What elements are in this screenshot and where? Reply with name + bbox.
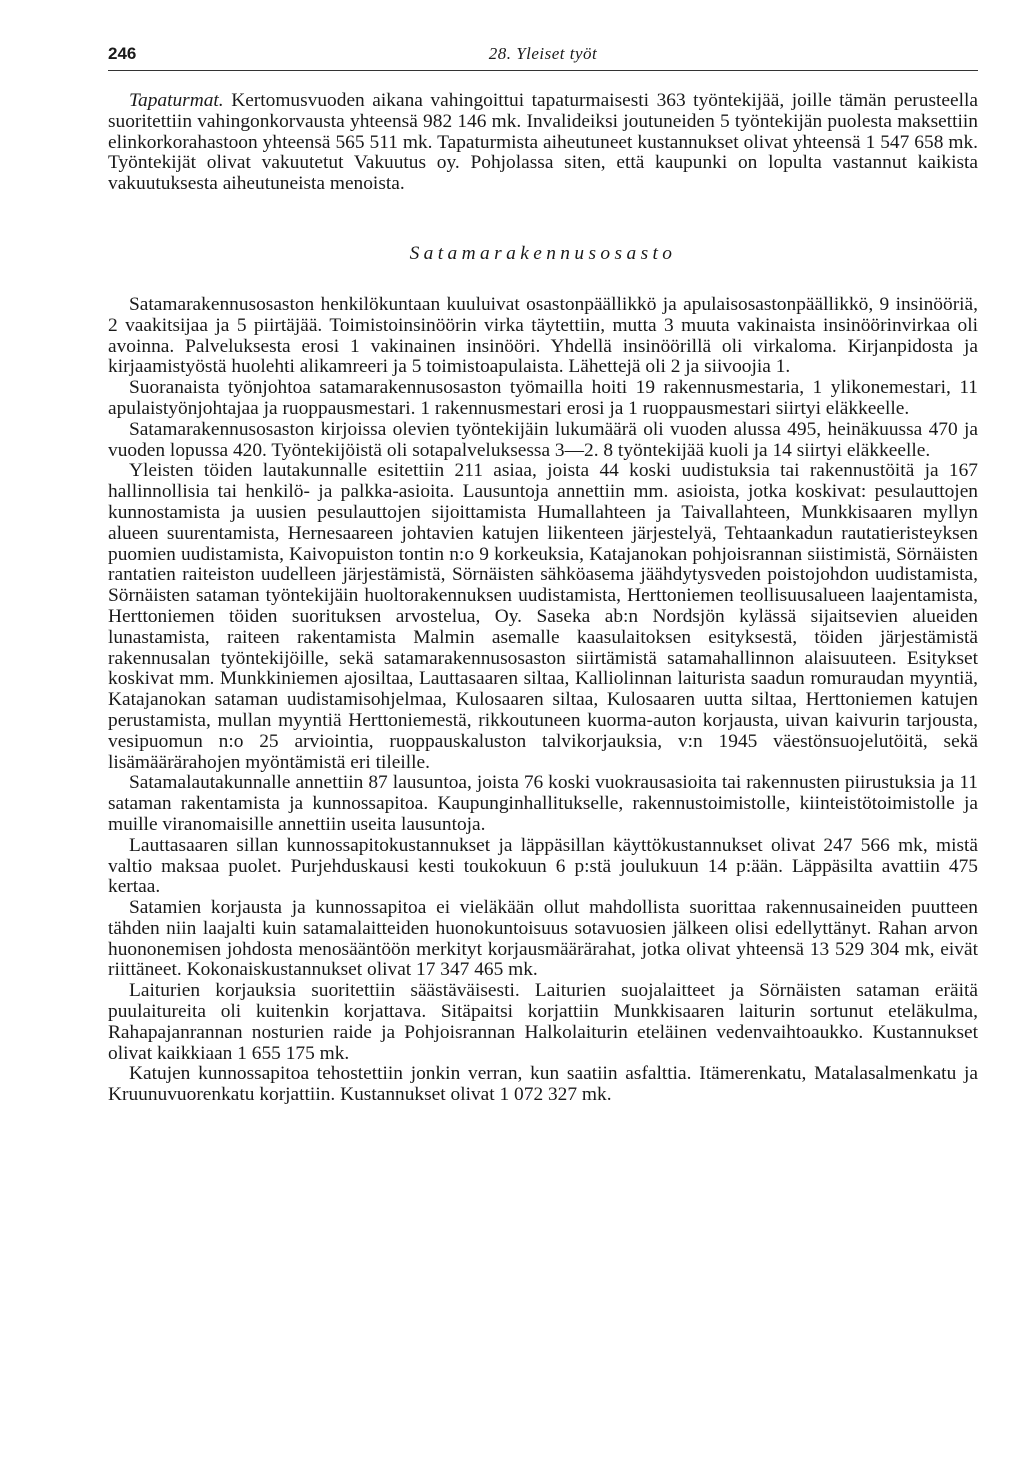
intro-lead: Tapaturmat. [129, 90, 224, 111]
body-text [108, 91, 978, 1106]
page-number: 246 [108, 44, 137, 63]
section-paragraph: Satamalautakunnalle annettiin 87 lausuntoa, joista 76 koski vuokrausasioita tai rakennusten piirustuksia ja 11 sataman rakentamista ja kunnossapitoa. Kaupunginhallitukselle, rakennustoimistolle, kiinteistötoimistolle ja muille viranomaisille annettiin useita lausuntoja. [108, 772, 978, 835]
section-paragraph: Satamien korjausta ja kunnossapitoa ei vieläkään ollut mahdollista suorittaa rakennusaineiden puutteen tähden niin laajalti kuin satamalaitteiden huonokuntoisuus sotavuosien jälkeen olisi edellyttänyt. Rahan arvon huononemisen johdosta menosääntöön merkityt korjausmäärärahat, jotka olivat yhteensä 13 529 304 mk, eivät riittäneet. Kokonaiskustannukset olivat 17 347 465 mk. [108, 897, 978, 981]
section-paragraph: Satamarakennusosaston kirjoissa olevien työntekijäin lukumäärä oli vuoden alussa 495, heinäkuussa 470 ja vuoden lopussa 420. Työntekijöistä oli sotapalveluksessa 3—2. 8 työntekijää kuoli ja 14 siirtyi eläkkeelle. [108, 418, 978, 461]
chapter-title: 28. Yleiset työt [488, 44, 598, 63]
section-paragraph: Yleisten töiden lautakunnalle esitettiin 211 asiaa, joista 44 koski uudistuksia tai rakennustöitä ja 167 hallinnollisia tai henkilö- ja palkka-asioita. Lausuntoja annettiin mm. asioista, jotka koskivat: pesulauttojen kunnostamista ja uusien pesulauttojen sijoittamista Humallahteen ja Taivallahteen, Munkkisaaren myllyn alueen suurentamista, Hernesaareen johtavien katujen liikenteen järjestelyä, Tehtaankadun rautatieristeyksen puomien uudistamista, Kaivopuiston tontin n:o 9 korkeuksia, Katajanokan pohjoisrannan siistimistä, Sörnäisten rantatien raiteiston uudelleen järjestämistä, Sörnäisten sähköasema jäähdytysveden poistojohdon uudistamista, Sörnäisten sataman työntekijäin huoltorakennuksen uudistamista, Herttoniemen teollisuusalueen laajentamista, Herttoniemen töiden suorituksen arvostelua, Oy. Saseka ab:n Nordsjön kylässä sijaitsevien alueiden lunastamista, raiteen rakentamista Malmin asemalle kaasulaitoksen esityksestä, töiden järjestämistä rakennusalan työntekijöille, sekä satamarakennusosaston siirtämistä satamahallinnon alaisuuteen. Esitykset koskivat mm. Munkkiniemen ajosiltaa, Lauttasaaren siltaa, Kalliolinnan laiturista saadun romuraudan myyntiä, Katajanokan sataman uudistamisohjelmaa, Kulosaaren siltaa, Kulosaaren uutta siltaa, Herttoniemen katujen perustamista, mullan myyntiä Herttoniemestä, rikkoutuneen kuorma-auton korjausta, uivan kaivurin tarjousta, vesipuomun n:o 25 arviointia, ruoppauskaluston talvikorjauksia, v:n 1945 väestönsuojelutöitä, sekä lisämäärärahojen myöntämistä eri tileille. [108, 460, 978, 773]
section-heading: Satamarakennusosasto [409, 242, 677, 264]
section-paragraph: Lauttasaaren sillan kunnossapitokustannukset ja läppäsillan käyttökustannukset olivat 247 566 mk, mistä valtio maksaa puolet. Purjehduskausi kesti toukokuun 6 p:stä joulukuun 14 p:ään. Läppäsilta avattiin 475 kertaa. [108, 834, 978, 898]
header-rule [108, 70, 978, 71]
section-paragraph: Satamarakennusosaston henkilökuntaan kuuluivat osastonpäällikkö ja apulaisosastonpäällikkö, 9 insinööriä, 2 vaakitsijaa ja 5 piirtäjää. Toimistoinsinöörin virka täytettiin, mutta 3 muuta vakinaista insinöörinvirkaa oli avoinna. Palveluksesta erosi 1 vakinainen insinööri. Yhdellä insinöörillä oli virkaloma. Kirjanpidosta ja kirjaamistyöstä huolehti alikamreeri ja 5 toimistoapulaista. Lähettejä oli 2 ja siivoojia 1. [108, 293, 978, 378]
intro-text: Kertomusvuoden aikana vahingoittui tapaturmaisesti 363 työntekijää, joille tämän perusteella suoritettiin vahingonkorvausta yhteensä 982 146 mk. Invalideiksi joutuneiden 5 työntekijän puolesta maksettiin elinkorkorahastoon yhteensä 565 511 mk. Tapaturmista aiheutuneet kustannukset olivat yhteensä 1 547 658 mk. Työntekijät olivat vakuutetut Vakuutus oy. Pohjolassa siten, että kaupunki on lopulta vastannut kaikista vakuutuksesta aiheutuneista menoista. [108, 90, 978, 195]
section-paragraph: Katujen kunnossapitoa tehostettiin jonkin verran, kun saatiin asfalttia. Itämerenkatu, Matalasalmenkatu ja Kruunuvuorenkatu korjattiin. Kustannukset olivat 1 072 327 mk. [108, 1063, 978, 1106]
document-page [108, 40, 978, 1106]
intro-paragraph [108, 91, 978, 195]
section-paragraph: Suoranaista työnjohtoa satamarakennusosaston työmailla hoiti 19 rakennusmestaria, 1 ylikonemestari, 11 apulaistyönjohtajaa ja ruoppausmestari. 1 rakennusmestari erosi ja 1 ruoppausmestari siirtyi eläkkeelle. [108, 377, 978, 419]
running-head [108, 40, 978, 66]
section-paragraph: Laiturien korjauksia suoritettiin säästäväisesti. Laiturien suojalaitteet ja Sörnäisten sataman eräitä puulaitureita oli kuitenkin korjattava. Sitäpaitsi korjattiin Munkkisaaren laiturin sortunut eteläkulma, Rahapajanrannan nosturien raide ja Pohjoisrannan Halkolaiturin eteläinen vedenvaihtoaukko. Kustannukset olivat kaikkiaan 1 655 175 mk. [108, 980, 978, 1064]
